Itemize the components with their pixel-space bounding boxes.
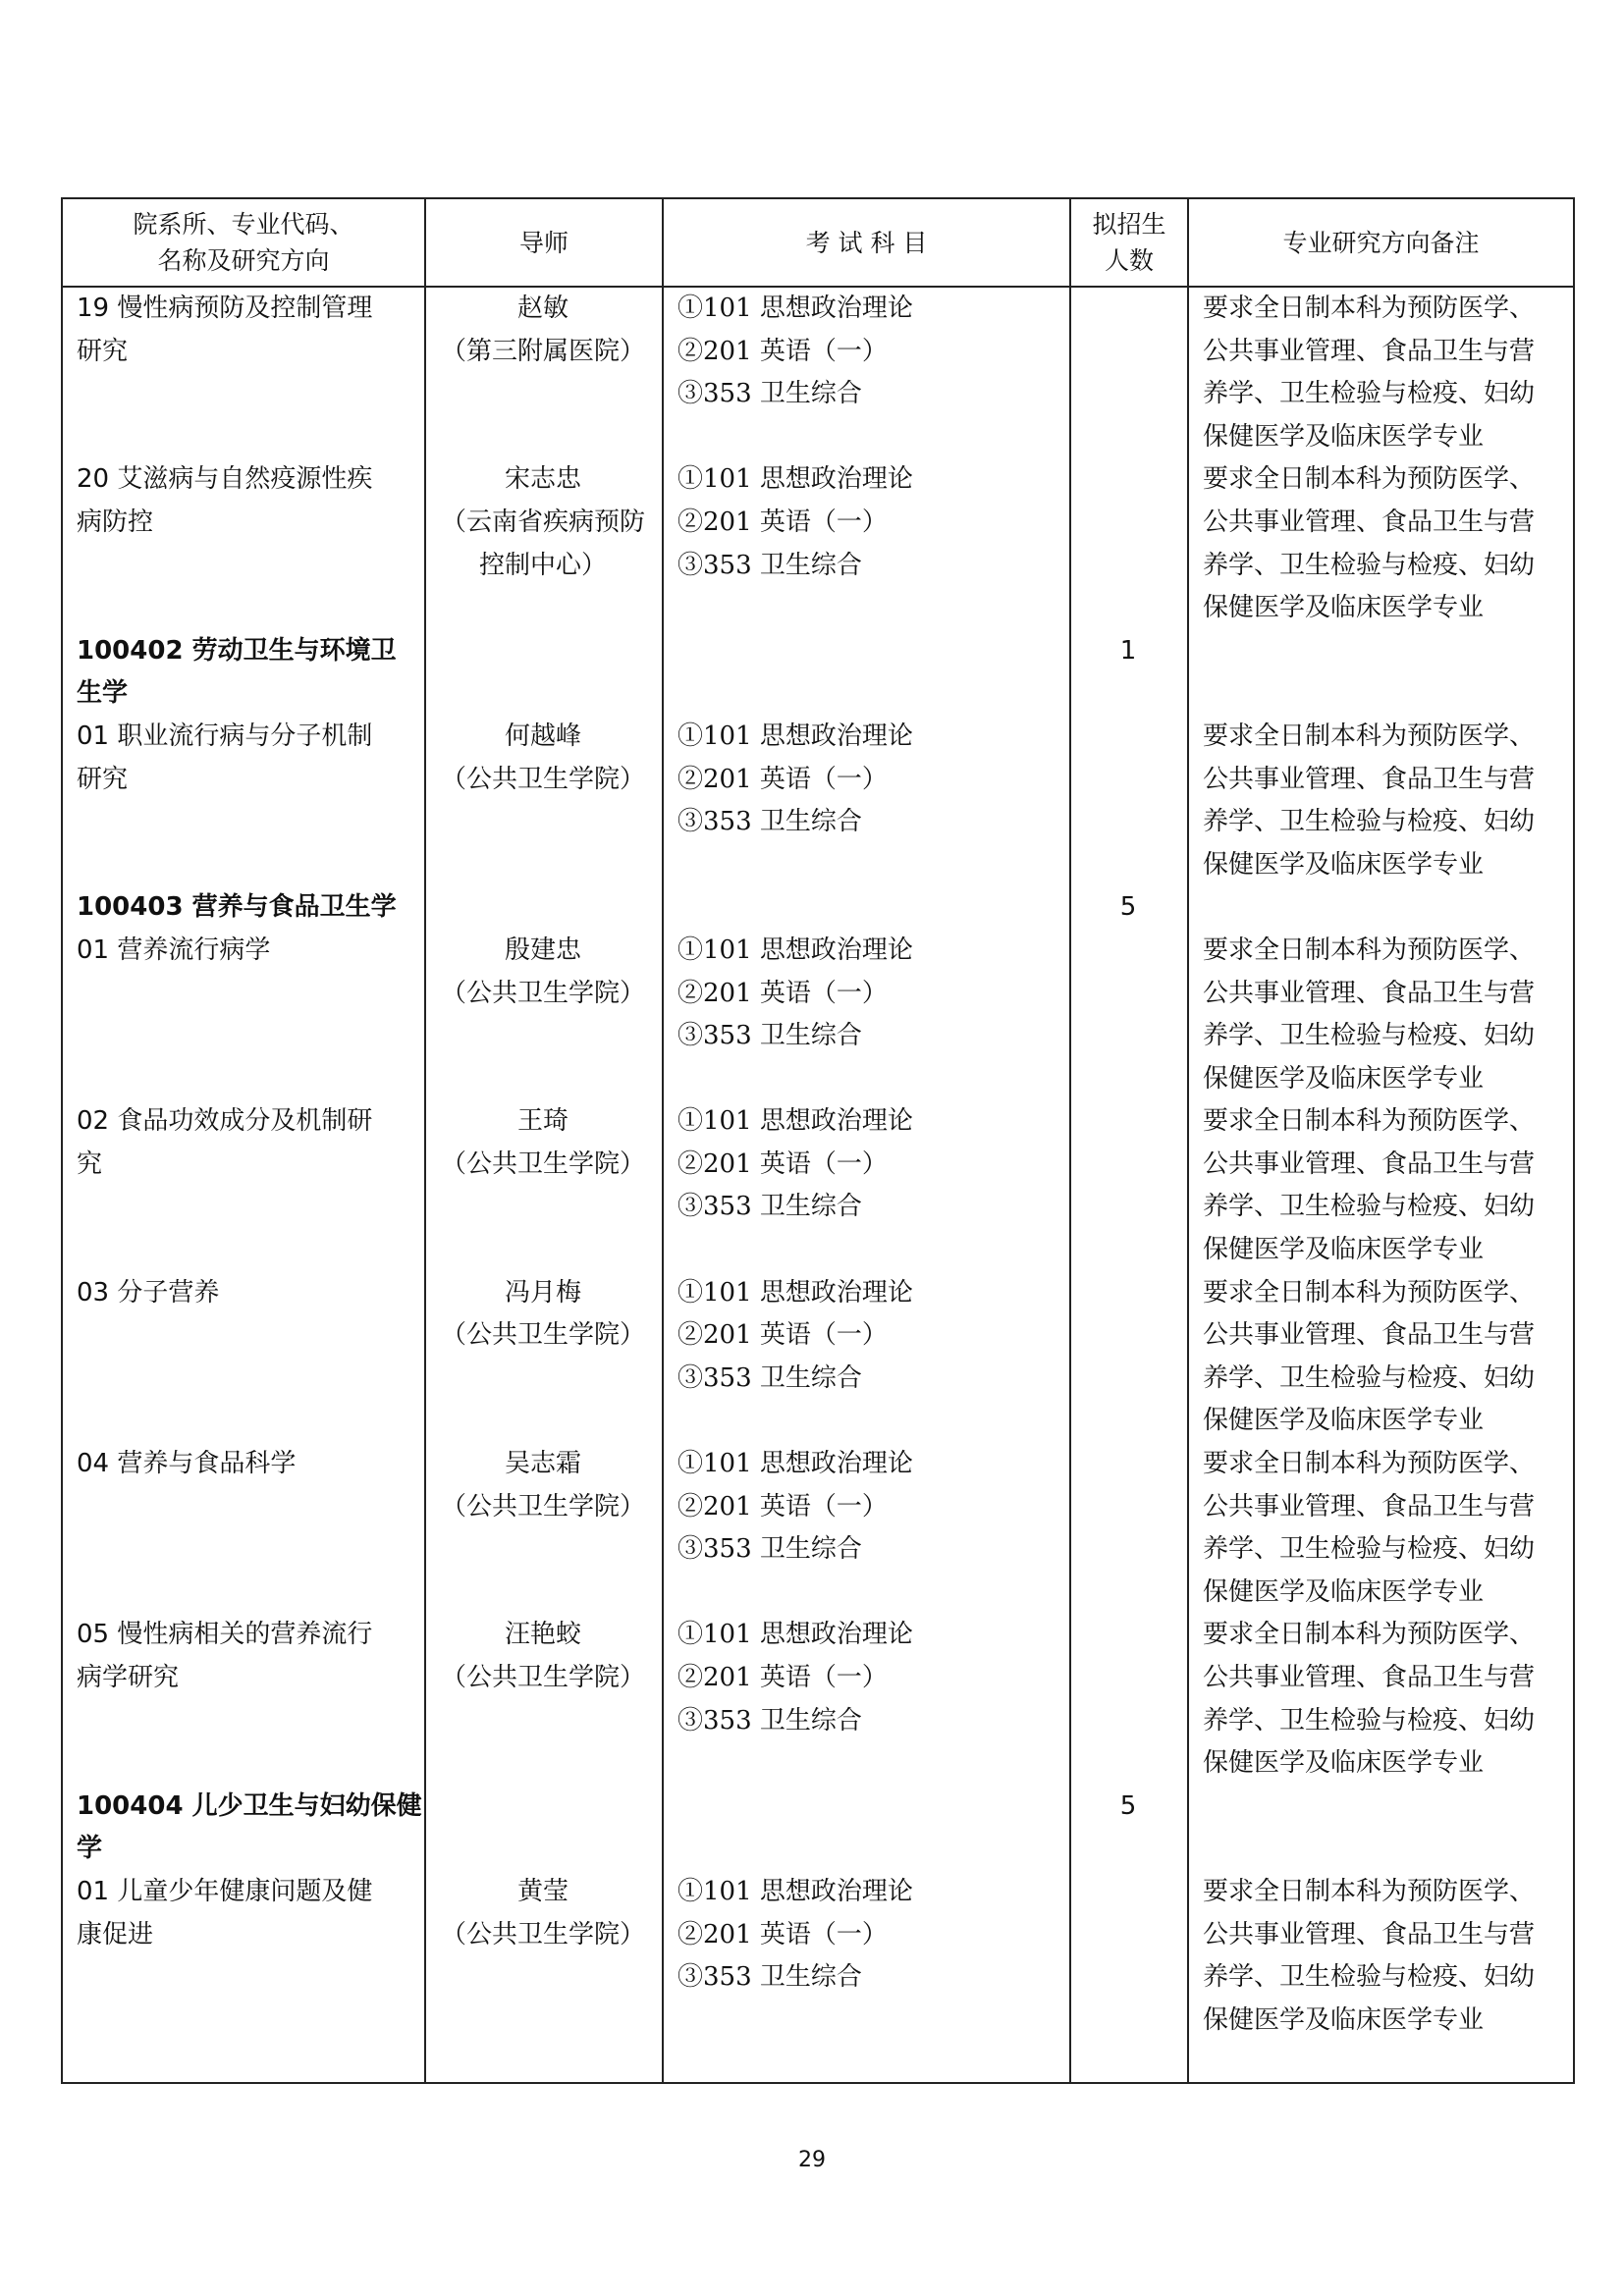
table-row [63,930,1573,1100]
direction-name-cont: 研究 [77,336,129,366]
remark-line: 保健医学及临床医学专业 [1203,593,1485,623]
supervisor-affiliation: （公共卫生学院） [440,764,645,794]
specialty-row [63,630,1573,716]
specialty-title: 100404 儿少卫生与妇幼保健 [77,1790,422,1821]
exam-subject-1: ①101 思想政治理论 [677,1620,913,1650]
page-number: 29 [798,2148,826,2172]
header-supervisor [426,199,662,286]
remark-line: 要求全日制本科为预防医学、 [1203,1449,1536,1479]
exam-subject-2: ②201 英语（一） [677,507,888,537]
exam-subject-1: ①101 思想政治理论 [677,1876,913,1906]
header-count-line1: 拟招生 [1092,210,1166,239]
supervisor-affiliation: （公共卫生学院） [440,1663,645,1692]
remark-line: 养学、卫生检验与检疫、妇幼 [1203,1705,1536,1735]
direction-name: 01 营养流行病学 [77,934,271,965]
direction-name-cont: 究 [77,1148,103,1179]
remark-line: 公共事业管理、食品卫生与营 [1203,1320,1536,1351]
table-row [63,1272,1573,1443]
exam-subject-2: ②201 英语（一） [677,1148,888,1179]
remark-line: 公共事业管理、食品卫生与营 [1203,1148,1536,1179]
header-department-line1: 院系所、专业代码、 [133,210,354,239]
table-row [63,1100,1573,1271]
table-body [63,288,1573,2042]
remark-line: 保健医学及临床医学专业 [1203,1406,1485,1436]
exam-subject-3: ③353 卫生综合 [677,1362,862,1393]
table-row [63,1871,1573,2042]
exam-subject-1: ①101 思想政治理论 [677,1449,913,1479]
header-department-line2: 名称及研究方向 [157,246,330,275]
exam-subject-1: ①101 思想政治理论 [677,294,913,323]
remark-line: 保健医学及临床医学专业 [1203,1235,1485,1265]
specialty-row [63,886,1573,930]
specialty-title-cont: 学 [77,1834,103,1864]
header-department [63,199,424,286]
supervisor-affiliation-cont: 控制中心） [478,550,607,580]
remark-line: 保健医学及临床医学专业 [1203,1576,1485,1607]
exam-subject-3: ③353 卫生综合 [677,1021,862,1051]
remark-line: 养学、卫生检验与检疫、妇幼 [1203,1362,1536,1393]
remark-line: 公共事业管理、食品卫生与营 [1203,1919,1536,1949]
remark-line: 养学、卫生检验与检疫、妇幼 [1203,1962,1536,1993]
header-exam-label: 考 试 科 目 [805,228,928,257]
direction-name: 05 慢性病相关的营养流行 [77,1620,373,1650]
exam-subject-2: ②201 英语（一） [677,1663,888,1692]
supervisor-affiliation: （公共卫生学院） [440,1320,645,1351]
direction-name: 01 职业流行病与分子机制 [77,721,373,751]
remark-line: 公共事业管理、食品卫生与营 [1203,978,1536,1008]
remark-line: 养学、卫生检验与检疫、妇幼 [1203,550,1536,580]
exam-subject-3: ③353 卫生综合 [677,1962,862,1993]
remark-line: 公共事业管理、食品卫生与营 [1203,336,1536,366]
remark-line: 要求全日制本科为预防医学、 [1203,934,1536,965]
exam-subject-2: ②201 英语（一） [677,336,888,366]
direction-name-cont: 病防控 [77,507,154,537]
supervisor-affiliation: （云南省疾病预防 [440,507,645,537]
remark-line: 要求全日制本科为预防医学、 [1203,1620,1536,1650]
specialty-title: 100403 营养与食品卫生学 [77,892,397,923]
supervisor-name: 宋志忠 [504,464,581,495]
remark-line: 保健医学及临床医学专业 [1203,1063,1485,1094]
header-exam [664,199,1069,286]
direction-name-cont: 研究 [77,764,129,794]
header-remark [1189,199,1573,286]
remark-line: 保健医学及临床医学专业 [1203,849,1485,880]
exam-subject-3: ③353 卫生综合 [677,379,862,409]
supervisor-name: 吴志霜 [504,1449,581,1479]
direction-name: 03 分子营养 [77,1277,220,1308]
supervisor-name: 王琦 [516,1106,568,1137]
specialty-title: 100402 劳动卫生与环境卫 [77,635,397,666]
supervisor-name: 汪艳蛟 [504,1620,581,1650]
direction-name: 19 慢性病预防及控制管理 [77,294,373,323]
exam-subject-2: ②201 英语（一） [677,1491,888,1522]
exam-subject-3: ③353 卫生综合 [677,1192,862,1222]
direction-name: 20 艾滋病与自然疫源性疾 [77,464,373,495]
remark-line: 养学、卫生检验与检疫、妇幼 [1203,1534,1536,1565]
table-row [63,716,1573,886]
supervisor-affiliation-cont [424,373,662,416]
exam-subject-2: ②201 英语（一） [677,978,888,1008]
enrollment-count: 1 [1119,635,1137,666]
direction-name: 04 营养与食品科学 [77,1449,297,1479]
remark-line: 保健医学及临床医学专业 [1203,421,1485,452]
header-count [1071,199,1187,286]
remark-line: 公共事业管理、食品卫生与营 [1203,1491,1536,1522]
supervisor-affiliation: （公共卫生学院） [440,978,645,1008]
table-row [63,288,1573,458]
supervisor-name: 殷建忠 [504,934,581,965]
exam-subject-1: ①101 思想政治理论 [677,1277,913,1308]
remark-line: 要求全日制本科为预防医学、 [1203,1277,1536,1308]
remark-line: 养学、卫生检验与检疫、妇幼 [1203,1021,1536,1051]
exam-subject-1: ①101 思想政治理论 [677,721,913,751]
exam-subject-3: ③353 卫生综合 [677,1534,862,1565]
table-row [63,458,1573,629]
direction-name-cont: 病学研究 [77,1663,180,1692]
exam-subject-1: ①101 思想政治理论 [677,464,913,495]
enrollment-table [61,197,1575,2084]
supervisor-name: 冯月梅 [504,1277,581,1308]
remark-line: 要求全日制本科为预防医学、 [1203,464,1536,495]
remark-line: 公共事业管理、食品卫生与营 [1203,507,1536,537]
remark-line: 要求全日制本科为预防医学、 [1203,1876,1536,1906]
table-row [63,1443,1573,1614]
remark-line: 保健医学及临床医学专业 [1203,1748,1485,1779]
direction-name-cont: 康促进 [77,1919,154,1949]
supervisor-affiliation: （公共卫生学院） [440,1919,645,1949]
supervisor-affiliation: （第三附属医院） [440,336,645,366]
exam-subject-3: ③353 卫生综合 [677,807,862,837]
supervisor-affiliation: （公共卫生学院） [440,1148,645,1179]
exam-subject-2: ②201 英语（一） [677,1320,888,1351]
enrollment-count: 5 [1119,892,1137,923]
exam-subject-1: ①101 思想政治理论 [677,934,913,965]
remark-line: 要求全日制本科为预防医学、 [1203,294,1536,323]
exam-subject-2: ②201 英语（一） [677,1919,888,1949]
exam-subject-2: ②201 英语（一） [677,764,888,794]
exam-subject-3: ③353 卫生综合 [677,1705,862,1735]
remark-line: 养学、卫生检验与检疫、妇幼 [1203,1192,1536,1222]
supervisor-name: 黄莹 [516,1876,568,1906]
specialty-title-cont: 生学 [77,678,129,709]
supervisor-name: 何越峰 [504,721,581,751]
header-supervisor-label: 导师 [518,228,568,257]
remark-line: 保健医学及临床医学专业 [1203,2004,1485,2035]
remark-line: 养学、卫生检验与检疫、妇幼 [1203,379,1536,409]
remark-line: 养学、卫生检验与检疫、妇幼 [1203,807,1536,837]
exam-subject-3: ③353 卫生综合 [677,550,862,580]
exam-subject-1: ①101 思想政治理论 [677,1106,913,1137]
supervisor-affiliation: （公共卫生学院） [440,1491,645,1522]
table-row [63,1614,1573,1785]
remark-line: 公共事业管理、食品卫生与营 [1203,1663,1536,1692]
direction-name: 01 儿童少年健康问题及健 [77,1876,373,1906]
specialty-row [63,1786,1573,1871]
header-remark-label: 专业研究方向备注 [1282,228,1480,257]
enrollment-count: 5 [1119,1790,1137,1821]
remark-line: 要求全日制本科为预防医学、 [1203,721,1536,751]
remark-line: 要求全日制本科为预防医学、 [1203,1106,1536,1137]
direction-name: 02 食品功效成分及机制研 [77,1106,373,1137]
supervisor-name: 赵敏 [516,294,568,323]
remark-line: 公共事业管理、食品卫生与营 [1203,764,1536,794]
header-count-line2: 人数 [1104,246,1154,275]
